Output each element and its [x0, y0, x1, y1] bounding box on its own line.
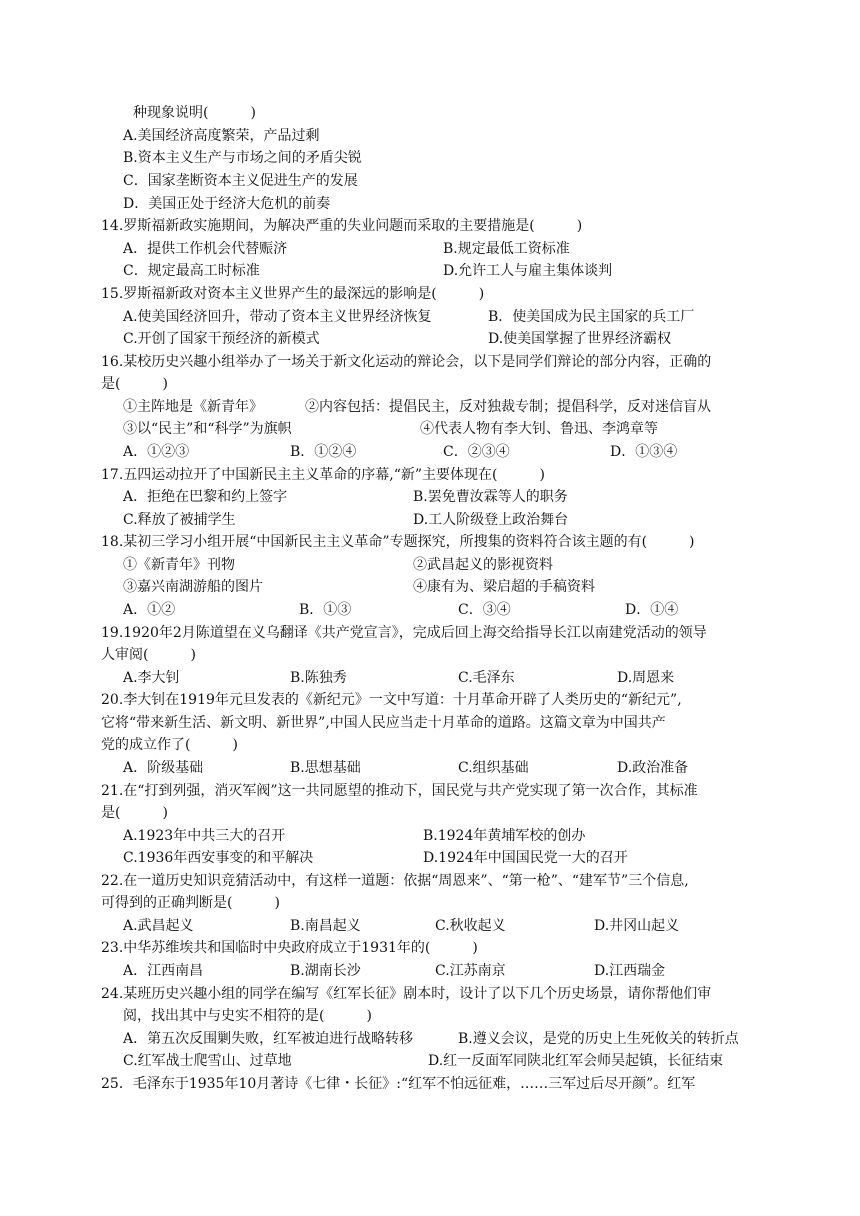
q24-stem-line2: 阅，找出其中与史实不相符的是( ) — [123, 1008, 372, 1024]
q18-option-b: B．①③ — [299, 602, 352, 618]
q24-option-a: A．第五次反围剿失败，红军被迫进行战略转移 — [123, 1031, 414, 1047]
q17-option-b: B.罢免曹汝霖等人的职务 — [413, 489, 568, 505]
q16-statement-4: ④代表人物有李大钊、鲁迅、李鸿章等 — [420, 421, 658, 437]
q16-stem-line2: 是( ) — [101, 376, 168, 392]
q18-statement-3: ③嘉兴南湖游船的图片 — [123, 579, 263, 595]
q18-statement-1: ①《新青年》刊物 — [123, 557, 235, 573]
q20-option-b: B.思想基础 — [290, 760, 361, 776]
q23-option-d: D.江西瑞金 — [594, 963, 666, 979]
q16-stem-line1: 16.某校历史兴趣小组举办了一场关于新文化运动的辩论会，以下是同学们辩论的部分内容，正确的 — [101, 354, 712, 370]
q20-option-d: D.政治准备 — [617, 760, 689, 776]
q20-option-c: C.组织基础 — [458, 760, 529, 776]
q19-stem-line2: 人审阅( ) — [101, 647, 196, 663]
q20-stem-line2: 它将“带来新生活、新文明、新世界”,中国人民应当走十月革命的道路。这篇文章为中国共产 — [101, 715, 666, 731]
q18-option-d: D．①④ — [625, 602, 679, 618]
q18-statement-2: ②武昌起义的影视资料 — [413, 557, 553, 573]
q16-option-d: D．①③④ — [610, 444, 678, 460]
q22-option-c: C.秋收起义 — [435, 918, 506, 934]
q15-option-c: C.开创了国家干预经济的新模式 — [123, 331, 320, 347]
q24-option-d: D.红一反面军同陕北红军会师吴起镇，长征结束 — [428, 1053, 724, 1069]
q17-option-a: A．拒绝在巴黎和约上签字 — [123, 489, 288, 505]
q23-stem: 23.中华苏维埃共和国临时中央政府成立于1931年的( ) — [101, 940, 478, 956]
q20-option-a: A．阶级基础 — [123, 760, 204, 776]
q14-option-a: A．提供工作机会代替赈济 — [123, 241, 288, 257]
q24-option-c: C.红军战士爬雪山、过草地 — [123, 1053, 292, 1069]
q17-stem: 17.五四运动拉开了中国新民主主义革命的序幕,“新”主要体现在( ) — [101, 467, 545, 483]
q23-option-a: A．江西南昌 — [123, 963, 204, 979]
q14-option-b: B.规定最低工资标准 — [443, 241, 570, 257]
q15-option-a: A.使美国经济回升，带动了资本主义世界经济恢复 — [123, 309, 432, 325]
q16-option-c: C．②③④ — [443, 444, 510, 460]
q22-stem-line2: 可得到的正确判断是( ) — [101, 895, 280, 911]
q21-option-a: A.1923年中共三大的召开 — [123, 828, 286, 844]
q16-statement-2: ②内容包括：提倡民主，反对独裁专制；提倡科学，反对迷信盲从 — [305, 399, 711, 415]
q19-stem-line1: 19.1920年2月陈道望在义乌翻译《共产党宣言》，完成后回上海交给指导长江以南建党活动的领导 — [101, 625, 707, 641]
q21-stem-line2: 是( ) — [101, 805, 168, 821]
q13-option-c: C．国家垄断资本主义促进生产的发展 — [123, 173, 358, 189]
q14-option-c: C．规定最高工时标准 — [123, 263, 260, 279]
q13-option-b: B.资本主义生产与市场之间的矛盾尖锐 — [123, 150, 362, 166]
q18-option-a: A．①② — [123, 602, 176, 618]
q22-stem-line1: 22.在一道历史知识竞猜活动中，有这样一道题：依据“周恩来”、“第一枪”、“建军节”三个信息, — [101, 873, 689, 889]
q23-option-c: C.江苏南京 — [435, 963, 506, 979]
q19-option-b: B.陈独秀 — [290, 670, 347, 686]
q16-option-b: B．①②④ — [290, 444, 357, 460]
q15-option-d: D.使美国掌握了世界经济霸权 — [488, 331, 672, 347]
q21-option-c: C.1936年西安事变的和平解决 — [123, 850, 314, 866]
q13-stem-continuation: 种现象说明( ) — [133, 105, 256, 121]
q16-option-a: A．①②③ — [123, 444, 190, 460]
q18-stem: 18.某初三学习小组开展“中国新民主主义革命”专题探究，所搜集的资料符合该主题的有( ) — [101, 534, 695, 550]
q23-option-b: B.湖南长沙 — [290, 963, 361, 979]
q14-stem: 14.罗斯福新政实施期间，为解决严重的失业问题而采取的主要措施是( ) — [101, 218, 583, 234]
q21-stem-line1: 21.在“打到列强，消灭军阀”这一共同愿望的推动下，国民党与共产党实现了第一次合作，其标准 — [101, 783, 698, 799]
q13-option-a: A.美国经济高度繁荣，产品过剩 — [123, 128, 320, 144]
q16-statement-1: ①主阵地是《新青年》 — [123, 399, 263, 415]
q18-option-c: C．③④ — [458, 602, 511, 618]
q17-option-c: C.释放了被捕学生 — [123, 512, 236, 528]
q20-stem-line1: 20.李大钊在1919年元旦发表的《新纪元》一文中写道：十月革命开辟了人类历史的“新纪元”, — [101, 692, 682, 708]
q21-option-d: D.1924年中国国民党一大的召开 — [423, 850, 628, 866]
q19-option-d: D.周恩来 — [617, 670, 675, 686]
q22-option-a: A.武昌起义 — [123, 918, 194, 934]
q22-option-b: B.南昌起义 — [290, 918, 361, 934]
q16-statement-3: ③以“民主”和“科学”为旗帜 — [123, 421, 292, 437]
q19-option-a: A.李大钊 — [123, 670, 180, 686]
q25-stem: 25．毛泽东于1935年10月著诗《七律・长征》:“红军不怕远征难，……三军过后尽开颜”。红军 — [101, 1076, 696, 1092]
q15-option-b: B．使美国成为民主国家的兵工厂 — [488, 309, 695, 325]
q21-option-b: B.1924年黄埔军校的创办 — [423, 828, 586, 844]
q19-option-c: C.毛泽东 — [458, 670, 515, 686]
q17-option-d: D.工人阶级登上政治舞台 — [413, 512, 569, 528]
q22-option-d: D.井冈山起义 — [594, 918, 680, 934]
q24-stem-line1: 24.某班历史兴趣小组的同学在编写《红军长征》剧本时，设计了以下几个历史场景，请你帮他们审 — [101, 986, 712, 1002]
q14-option-d: D.允许工人与雇主集体谈判 — [443, 263, 613, 279]
q13-option-d: D．美国正处于经济大危机的前奏 — [123, 196, 331, 212]
q15-stem: 15.罗斯福新政对资本主义世界产生的最深远的影响是( ) — [101, 286, 485, 302]
q24-option-b: B.遵义会议，是党的历史上生死攸关的转折点 — [458, 1031, 739, 1047]
q20-stem-line3: 党的成立作了( ) — [101, 737, 238, 753]
q18-statement-4: ④康有为、梁启超的手稿资料 — [413, 579, 595, 595]
